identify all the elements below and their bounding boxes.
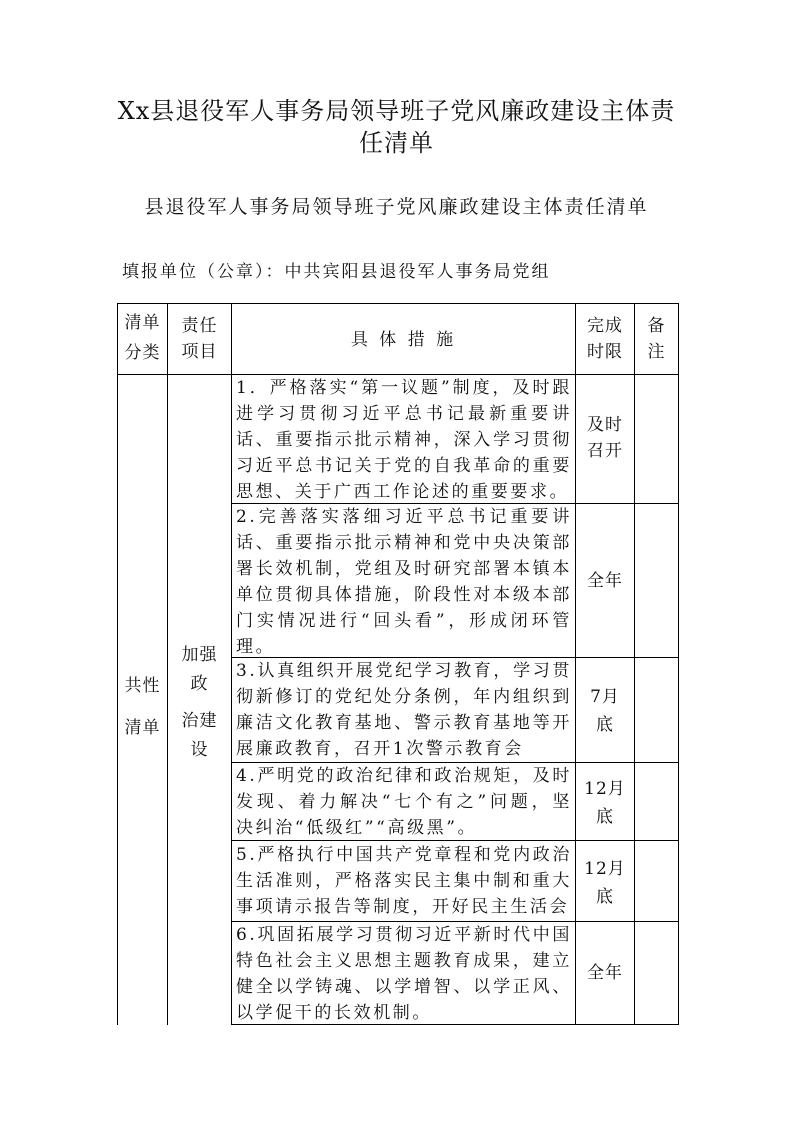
- category-cell: [118, 665, 167, 749]
- measure-cell: 2.完善落实落细习近平总书记重要讲话、重要指示批示精神和党中央决策部署长效机制，党组及时研究部署本镇本单位贯彻具体措施，阶段性对本级本部门实情况进行“回头看”，形成闭环管理。: [236, 507, 572, 657]
- deadline-text: 底: [596, 887, 614, 907]
- deadline-cell: [576, 412, 634, 464]
- measure-cell: 6.巩固拓展学习贯彻习近平新时代中国特色社会主义思想主题教育成果，建立健全以学铸魂、以学增智、以学正风、以学促干的长效机制。: [236, 925, 572, 1023]
- header-text: 项目: [181, 342, 218, 362]
- reporting-unit: 填报单位（公章）：中共宾阳县退役军人事务局党组: [122, 262, 551, 282]
- item-text: 治建: [181, 711, 218, 731]
- category-text: 共性: [124, 676, 161, 696]
- document-title: [100, 95, 693, 159]
- header-text: 备: [647, 316, 666, 336]
- table-border: [117, 303, 118, 1025]
- item-text: 设: [190, 740, 209, 760]
- header-remark: [635, 313, 678, 365]
- category-text: 清单: [124, 718, 161, 738]
- deadline-text: 12月: [584, 859, 626, 879]
- table-border: [634, 303, 635, 1025]
- deadline-text: 底: [596, 807, 614, 827]
- header-text: 完成: [587, 316, 623, 336]
- deadline-cell: [576, 568, 634, 594]
- deadline-text: 召开: [587, 441, 623, 461]
- table-border: [117, 303, 679, 304]
- header-text: 责任: [181, 316, 218, 336]
- deadline-cell: [576, 855, 634, 911]
- item-text: 政: [190, 674, 209, 694]
- measure-cell: 3.认真组织开展党纪学习教育，学习贯彻新修订的党纪处分条例，年内组织到廉洁文化教育基地、警示教育基地等开展廉政教育，召开1次警示教育会: [236, 661, 572, 759]
- deadline-cell: [576, 683, 634, 739]
- table-border: [231, 303, 232, 1025]
- deadline-text: 全年: [587, 963, 623, 983]
- measure-cell: 1．严格落实“第一议题”制度，及时跟进学习贯彻习近平总书记最新重要讲话、重要指示批示精神，深入学习贯彻习近平总书记关于党的自我革命的重要思想、关于广西工作论述的重要要求。: [236, 378, 572, 502]
- deadline-text: 全年: [587, 571, 623, 591]
- header-deadline: [576, 313, 634, 365]
- header-text: 时限: [587, 342, 623, 362]
- item-cell: [168, 641, 231, 765]
- deadline-text: 底: [596, 715, 614, 735]
- measure-cell: 5.严格执行中国共产党章程和党内政治生活准则，严格落实民主集中制和重大事项请示报告等制度，开好民主生活会: [236, 845, 572, 917]
- title-line: 任清单: [359, 129, 434, 157]
- header-measures: 具 体 措 施: [350, 330, 457, 350]
- deadline-text: 及时: [587, 415, 623, 435]
- deadline-text: 12月: [584, 779, 626, 799]
- measure-cell: 4.严明党的政治纪律和政治规矩，及时发现、着力解决“七个有之”问题，坚决纠治“低级红”“高级黑”。: [236, 766, 572, 838]
- title-line: Xx县退役军人事务局领导班子党风廉政建设主体责: [117, 97, 676, 125]
- header-text: 清单: [124, 313, 161, 333]
- table-border: [678, 303, 679, 1025]
- header-text: 注: [647, 342, 666, 362]
- header-item: [168, 313, 231, 365]
- item-text: 加强: [181, 645, 218, 665]
- deadline-cell: [576, 960, 634, 986]
- deadline-text: 7月: [590, 687, 620, 707]
- table-subtitle: 县退役军人事务局领导班子党风廉政建设主体责任清单: [144, 196, 649, 218]
- header-category: [118, 310, 167, 366]
- header-text: 分类: [124, 343, 161, 363]
- deadline-cell: [576, 775, 634, 831]
